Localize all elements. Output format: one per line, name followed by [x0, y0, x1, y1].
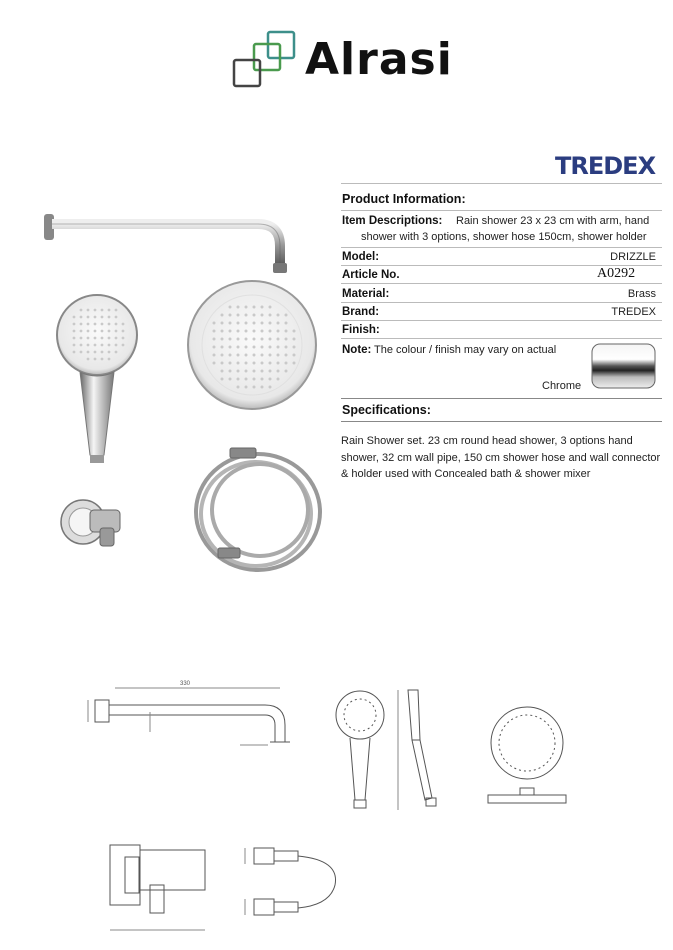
- shower-arm-image: [44, 214, 287, 273]
- nozzle-dot: [101, 330, 104, 333]
- nozzle-dot: [115, 309, 118, 312]
- connector-drawing: [110, 845, 205, 930]
- brand-logo: TREDEX: [555, 152, 656, 180]
- hose-drawing: [245, 848, 336, 915]
- nozzle-dot: [237, 362, 240, 365]
- nozzle-dot: [87, 358, 90, 361]
- nozzle-dot: [285, 322, 288, 325]
- nozzle-dot: [94, 344, 97, 347]
- nozzle-dot: [285, 338, 288, 341]
- product-images: [0, 195, 340, 585]
- nozzle-dot: [101, 323, 104, 326]
- nozzle-dot: [261, 378, 264, 381]
- nozzle-dot: [80, 344, 83, 347]
- nozzle-dot: [245, 338, 248, 341]
- model-label: Model:: [342, 251, 380, 263]
- nozzle-dot: [94, 316, 97, 319]
- nozzle-dot: [115, 316, 118, 319]
- hand-shower-side-drawing: [398, 690, 436, 810]
- item-descriptions-label: Item Descriptions:: [342, 215, 443, 227]
- nozzle-dot: [269, 330, 272, 333]
- nozzle-dot: [213, 330, 216, 333]
- divider: [341, 210, 662, 211]
- nozzle-dot: [108, 323, 111, 326]
- nozzle-dot: [253, 362, 256, 365]
- nozzle-dot: [213, 346, 216, 349]
- nozzle-dot: [261, 330, 264, 333]
- nozzle-dot: [94, 337, 97, 340]
- specifications-text: Rain Shower set. 23 cm round head shower, 3 options hand shower, 32 cm wall pipe, 150 cm shower hose and wall connector & holder used with Concealed bath & shower mixer: [341, 435, 661, 480]
- nozzle-dot: [73, 323, 76, 326]
- arm-drawing: [88, 688, 290, 745]
- nozzle-dot: [245, 346, 248, 349]
- nozzle-dot: [80, 316, 83, 319]
- nozzle-dot: [122, 337, 125, 340]
- nozzle-dot: [101, 344, 104, 347]
- nozzle-dot: [213, 322, 216, 325]
- nozzle-dot: [253, 338, 256, 341]
- nozzle-dot: [122, 323, 125, 326]
- wall-connector-image: [61, 500, 120, 546]
- material-label: Material:: [342, 288, 390, 300]
- specifications-heading: Specifications:: [342, 403, 431, 417]
- article-value: A0292: [597, 266, 636, 281]
- nozzle-dot: [285, 362, 288, 365]
- nozzle-dot: [253, 330, 256, 333]
- dimension-label: 330: [180, 681, 191, 687]
- note-text: The colour / finish may vary on actual: [374, 344, 557, 356]
- nozzle-dot: [269, 354, 272, 357]
- nozzle-dot: [101, 337, 104, 340]
- nozzle-dot: [237, 378, 240, 381]
- nozzle-dot: [80, 323, 83, 326]
- nozzle-dot: [87, 316, 90, 319]
- nozzle-dot: [269, 306, 272, 309]
- nozzle-dot: [245, 354, 248, 357]
- nozzle-dot: [221, 322, 224, 325]
- nozzle-dot: [285, 346, 288, 349]
- nozzle-dot: [261, 386, 264, 389]
- nozzle-dot: [229, 362, 232, 365]
- brand-value: TREDEX: [611, 306, 656, 318]
- divider: [341, 302, 662, 303]
- nozzle-dot: [253, 314, 256, 317]
- nozzle-dot: [94, 323, 97, 326]
- nozzle-dot: [108, 358, 111, 361]
- nozzle-dot: [229, 346, 232, 349]
- nozzle-dot: [253, 322, 256, 325]
- nozzle-dot: [269, 314, 272, 317]
- nozzle-dot: [213, 362, 216, 365]
- nozzle-dot: [108, 309, 111, 312]
- nozzle-dot: [108, 344, 111, 347]
- divider: [341, 320, 662, 321]
- nozzle-dot: [108, 337, 111, 340]
- divider: [341, 247, 662, 248]
- nozzle-dot: [237, 322, 240, 325]
- nozzle-dot: [277, 354, 280, 357]
- nozzle-dot: [293, 338, 296, 341]
- nozzle-dot: [261, 314, 264, 317]
- nozzle-dot: [285, 354, 288, 357]
- divider: [341, 398, 662, 399]
- nozzle-dot: [277, 378, 280, 381]
- nozzle-dot: [101, 351, 104, 354]
- nozzle-dot: [253, 346, 256, 349]
- divider: [341, 283, 662, 284]
- divider: [341, 338, 662, 339]
- nozzle-dot: [101, 309, 104, 312]
- nozzle-dot: [73, 330, 76, 333]
- nozzle-dot: [80, 309, 83, 312]
- nozzle-dot: [293, 346, 296, 349]
- logo-squares-icon: [230, 30, 300, 92]
- nozzle-dot: [221, 362, 224, 365]
- model-value: DRIZZLE: [610, 251, 656, 263]
- shower-hose-image: [196, 448, 320, 570]
- nozzle-dot: [229, 338, 232, 341]
- nozzle-dot: [277, 362, 280, 365]
- nozzle-dot: [237, 330, 240, 333]
- nozzle-dot: [80, 337, 83, 340]
- finish-value: Chrome: [542, 380, 582, 392]
- nozzle-dot: [245, 322, 248, 325]
- nozzle-dot: [269, 370, 272, 373]
- nozzle-dot: [87, 323, 90, 326]
- nozzle-dot: [221, 354, 224, 357]
- nozzle-dot: [237, 338, 240, 341]
- nozzle-dot: [94, 358, 97, 361]
- nozzle-dot: [269, 338, 272, 341]
- nozzle-dot: [277, 322, 280, 325]
- nozzle-dot: [229, 322, 232, 325]
- nozzle-dot: [229, 306, 232, 309]
- item-descriptions-line1: Rain shower 23 x 23 cm with arm, hand: [456, 215, 650, 227]
- nozzle-dot: [293, 354, 296, 357]
- product-info-heading: Product Information:: [342, 192, 466, 206]
- nozzle-dot: [277, 314, 280, 317]
- nozzle-dot: [73, 316, 76, 319]
- nozzle-dot: [237, 346, 240, 349]
- logo-text: Alrasi: [305, 34, 453, 85]
- nozzle-dot: [108, 330, 111, 333]
- nozzle-dot: [261, 362, 264, 365]
- divider: [341, 183, 662, 184]
- nozzle-dot: [73, 337, 76, 340]
- nozzle-dot: [269, 322, 272, 325]
- nozzle-dot: [122, 344, 125, 347]
- nozzle-dot: [221, 330, 224, 333]
- brand-label: Brand:: [342, 306, 380, 318]
- nozzle-dot: [293, 330, 296, 333]
- nozzle-dot: [253, 354, 256, 357]
- nozzle-dot: [87, 351, 90, 354]
- nozzle-dot: [87, 330, 90, 333]
- nozzle-dot: [253, 306, 256, 309]
- nozzle-dot: [73, 344, 76, 347]
- nozzle-dot: [269, 386, 272, 389]
- nozzle-dot: [229, 370, 232, 373]
- nozzle-dot: [261, 354, 264, 357]
- technical-drawings: [0, 670, 673, 950]
- nozzle-dot: [237, 306, 240, 309]
- nozzle-dot: [277, 370, 280, 373]
- finish-label: Finish:: [342, 324, 380, 336]
- nozzle-dot: [261, 338, 264, 341]
- nozzle-dot: [115, 344, 118, 347]
- nozzle-dot: [122, 330, 125, 333]
- nozzle-dot: [115, 351, 118, 354]
- nozzle-dot: [269, 362, 272, 365]
- nozzle-dot: [269, 378, 272, 381]
- nozzle-dot: [94, 309, 97, 312]
- nozzle-dot: [245, 362, 248, 365]
- nozzle-dot: [221, 314, 224, 317]
- nozzle-dot: [221, 378, 224, 381]
- nozzle-dot: [293, 362, 296, 365]
- nozzle-dot: [269, 346, 272, 349]
- article-label: Article No.: [342, 269, 400, 281]
- nozzle-dot: [229, 314, 232, 317]
- nozzle-dot: [261, 346, 264, 349]
- nozzle-dot: [245, 306, 248, 309]
- nozzle-dot: [221, 370, 224, 373]
- nozzle-dot: [73, 351, 76, 354]
- nozzle-dot: [87, 337, 90, 340]
- nozzle-dot: [115, 337, 118, 340]
- nozzle-dot: [285, 370, 288, 373]
- nozzle-dot: [213, 338, 216, 341]
- nozzle-dot: [261, 322, 264, 325]
- nozzle-dot: [277, 330, 280, 333]
- nozzle-dot: [80, 330, 83, 333]
- nozzle-dot: [101, 358, 104, 361]
- nozzle-dot: [285, 314, 288, 317]
- nozzle-dot: [253, 370, 256, 373]
- nozzle-dot: [277, 346, 280, 349]
- nozzle-dot: [261, 370, 264, 373]
- nozzle-dot: [229, 378, 232, 381]
- nozzle-dot: [87, 344, 90, 347]
- item-descriptions-line2: shower with 3 options, shower hose 150cm, shower holder: [361, 231, 647, 243]
- nozzle-dot: [261, 306, 264, 309]
- nozzle-dot: [94, 351, 97, 354]
- nozzle-dot: [245, 378, 248, 381]
- nozzle-dot: [245, 314, 248, 317]
- material-value: Brass: [627, 288, 656, 300]
- rain-head-image: [188, 281, 316, 409]
- nozzle-dot: [213, 354, 216, 357]
- chrome-swatch: [590, 342, 657, 390]
- nozzle-dot: [245, 370, 248, 373]
- rain-head-top-drawing: [488, 707, 566, 803]
- note-label: Note:: [342, 344, 372, 356]
- nozzle-dot: [237, 370, 240, 373]
- nozzle-dot: [253, 378, 256, 381]
- nozzle-dot: [277, 338, 280, 341]
- nozzle-dot: [108, 351, 111, 354]
- nozzle-dot: [285, 330, 288, 333]
- nozzle-dot: [237, 314, 240, 317]
- nozzle-dot: [115, 330, 118, 333]
- nozzle-dot: [229, 330, 232, 333]
- nozzle-dot: [237, 354, 240, 357]
- nozzle-dot: [80, 351, 83, 354]
- hand-shower-front-drawing: [336, 691, 384, 808]
- nozzle-dot: [245, 386, 248, 389]
- nozzle-dot: [221, 338, 224, 341]
- nozzle-dot: [245, 330, 248, 333]
- nozzle-dot: [101, 316, 104, 319]
- nozzle-dot: [108, 316, 111, 319]
- nozzle-dot: [253, 386, 256, 389]
- nozzle-dot: [115, 323, 118, 326]
- nozzle-dot: [87, 309, 90, 312]
- hand-shower-image: [57, 295, 137, 463]
- nozzle-dot: [229, 354, 232, 357]
- nozzle-dot: [237, 386, 240, 389]
- divider: [341, 421, 662, 422]
- nozzle-dot: [221, 346, 224, 349]
- nozzle-dot: [94, 330, 97, 333]
